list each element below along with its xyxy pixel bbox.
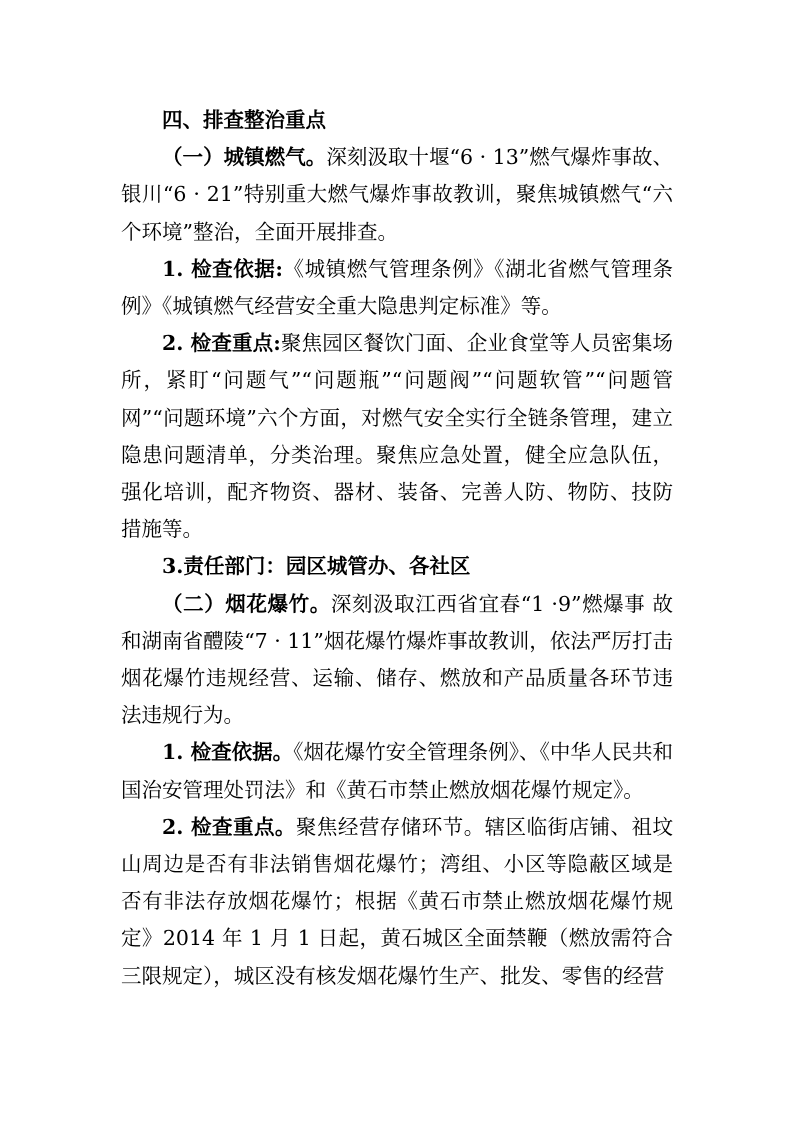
fireworks-basis-text: 《烟花爆竹安全管理条例》、《中华人民共和国治安管理处罚法》和《黄石市禁止燃放烟花爆竹规定》。 <box>121 740 674 802</box>
gas-basis-paragraph <box>121 251 673 325</box>
fireworks-intro-text: 深刻汲取江西省宜春“1 ·9”燃爆事 故和湖南省醴陵“7 · 11”烟花爆竹爆炸事故教训，依法严厉打击烟花爆竹违规经营、运输、储存、燃放和产品质量各环节违法违规行为。 <box>121 591 673 728</box>
fireworks-basis-paragraph <box>121 734 673 808</box>
fireworks-basis-label: 1. 检查依据。 <box>162 740 294 765</box>
document-body <box>121 102 673 995</box>
fireworks-heading: （二）烟花爆竹。 <box>162 591 331 616</box>
fireworks-intro-paragraph <box>121 586 673 735</box>
gas-heading: （一）城镇燃气。 <box>162 145 327 170</box>
section-title: 四、排查整治重点 <box>162 108 326 132</box>
fireworks-focus-label: 2. 检查重点。 <box>162 814 296 839</box>
fireworks-focus-text: 聚焦经营存储环节。辖区临街店铺、祖坟山周边是否有非法销售烟花爆竹；湾组、小区等隐蔽区域是否有非法存放烟花爆竹；根据《黄石市禁止燃放烟花爆竹规定》2014 年 1 月 1 日起，黄石城区全面禁鞭（燃放需符合三限规定），城区没有核发烟花爆竹生产、批发、零售的经营 <box>121 814 674 988</box>
gas-focus-label: 2. 检查重点: <box>162 331 281 356</box>
gas-basis-label: 1. 检查依据: <box>162 256 283 281</box>
gas-responsible-department: 3.责任部门：园区城管办、各社区 <box>162 554 471 579</box>
gas-intro-paragraph <box>121 139 673 251</box>
gas-intro-text: 深刻汲取十堰“6 · 13”燃气爆炸事故、银川“6 · 21”特别重大燃气爆炸事故教训，聚焦城镇燃气“六个环境”整治，全面开展排查。 <box>121 145 674 244</box>
gas-focus-paragraph <box>121 325 673 548</box>
gas-basis-text: 《城镇燃气管理条例》《湖北省燃气管理条例》《城镇燃气经营安全重大隐患判定标准》等。 <box>121 256 674 319</box>
gas-focus-text: 聚焦园区餐饮门面、企业食堂等人员密集场所，紧盯“问题气”“问题瓶”“问题阀”“问题软管”“问题管网”“问题环境”六个方面，对燃气安全实行全链条管理，建立隐患问题清单，分类治理。聚焦应急处置，健全应急队伍，强化培训，配齐物资、器材、装备、完善人防、物防、技防措施等。 <box>121 331 673 542</box>
fireworks-focus-paragraph <box>121 809 673 995</box>
